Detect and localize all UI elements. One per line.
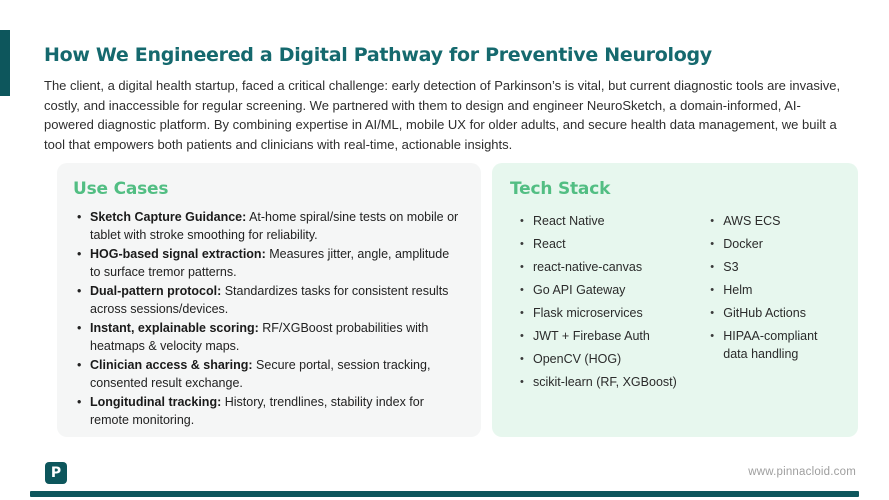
footer-accent-bar xyxy=(30,491,859,497)
logo-letter: P xyxy=(50,465,62,481)
use-case-label: Instant, explainable scoring: xyxy=(90,321,259,335)
tech-stack-columns xyxy=(520,209,842,397)
use-case-label: HOG-based signal extraction: xyxy=(90,247,266,261)
use-case-label: Sketch Capture Guidance: xyxy=(90,210,247,224)
use-case-text: Secure portal, session tracking, consented result exchange. xyxy=(90,358,431,390)
tech-stack-right-column xyxy=(710,213,842,397)
tech-stack-item: • S3 xyxy=(710,259,842,277)
tech-stack-item: • React xyxy=(520,236,696,254)
use-cases-list xyxy=(71,209,461,429)
use-case-text: Standardizes tasks for consistent results across sessions/devices. xyxy=(90,284,449,316)
use-cases-card xyxy=(57,163,481,437)
use-case-text: History, trendlines, stability index for remote monitoring. xyxy=(90,395,424,427)
use-case-item xyxy=(75,320,461,355)
use-case-item xyxy=(75,246,461,281)
tech-stack-item: • React Native xyxy=(520,213,696,231)
pinnacloid-logo xyxy=(45,462,67,484)
tech-stack-item: • Helm xyxy=(710,282,842,300)
use-case-item xyxy=(75,394,461,429)
use-case-item xyxy=(75,283,461,318)
use-case-label: Clinician access & sharing: xyxy=(90,358,253,372)
tech-stack-item: • GitHub Actions xyxy=(710,305,842,323)
tech-stack-item: • HIPAA-compliant data handling xyxy=(710,328,842,363)
title-accent-bar xyxy=(0,30,10,96)
tech-stack-item: • AWS ECS xyxy=(710,213,842,231)
use-case-text: Measures jitter, angle, amplitude to surface tremor patterns. xyxy=(90,247,450,279)
use-cases-heading: Use Cases xyxy=(73,179,169,199)
intro-paragraph: The client, a digital health startup, faced a critical challenge: early detection of Parkinson’s is vital, but current diagnostic tools are invasive, costly, and inaccessible for regular screening. We partnered with them to design and engineer NeuroSketch, a domain-informed, AI-powered diagnostic platform. By combining expertise in AI/ML, mobile UX for older adults, and secure health data management, we built a tool that empowers both patients and clinicians with real-time, actionable insights. xyxy=(44,78,841,152)
tech-stack-item: • Docker xyxy=(710,236,842,254)
page-title: How We Engineered a Digital Pathway for Preventive Neurology xyxy=(44,43,712,66)
tech-stack-heading: Tech Stack xyxy=(510,179,611,199)
website-url: www.pinnacloid.com xyxy=(748,466,856,478)
use-case-text: At-home spiral/sine tests on mobile or tablet with stroke smoothing for reliability. xyxy=(90,210,459,242)
use-case-label: Longitudinal tracking: xyxy=(90,395,222,409)
tech-stack-item: • OpenCV (HOG) xyxy=(520,351,696,369)
tech-stack-left-column xyxy=(520,213,696,397)
use-case-label: Dual-pattern protocol: xyxy=(90,284,222,298)
tech-stack-item: • react-native-canvas xyxy=(520,259,696,277)
tech-stack-item: • JWT + Firebase Auth xyxy=(520,328,696,346)
tech-stack-item: • Flask microservices xyxy=(520,305,696,323)
use-case-text: RF/XGBoost probabilities with heatmaps & velocity maps. xyxy=(90,321,429,353)
use-case-item xyxy=(75,209,461,244)
tech-stack-item: • scikit-learn (RF, XGBoost) xyxy=(520,374,696,392)
tech-stack-card xyxy=(492,163,858,437)
tech-stack-item: • Go API Gateway xyxy=(520,282,696,300)
use-case-item xyxy=(75,357,461,392)
